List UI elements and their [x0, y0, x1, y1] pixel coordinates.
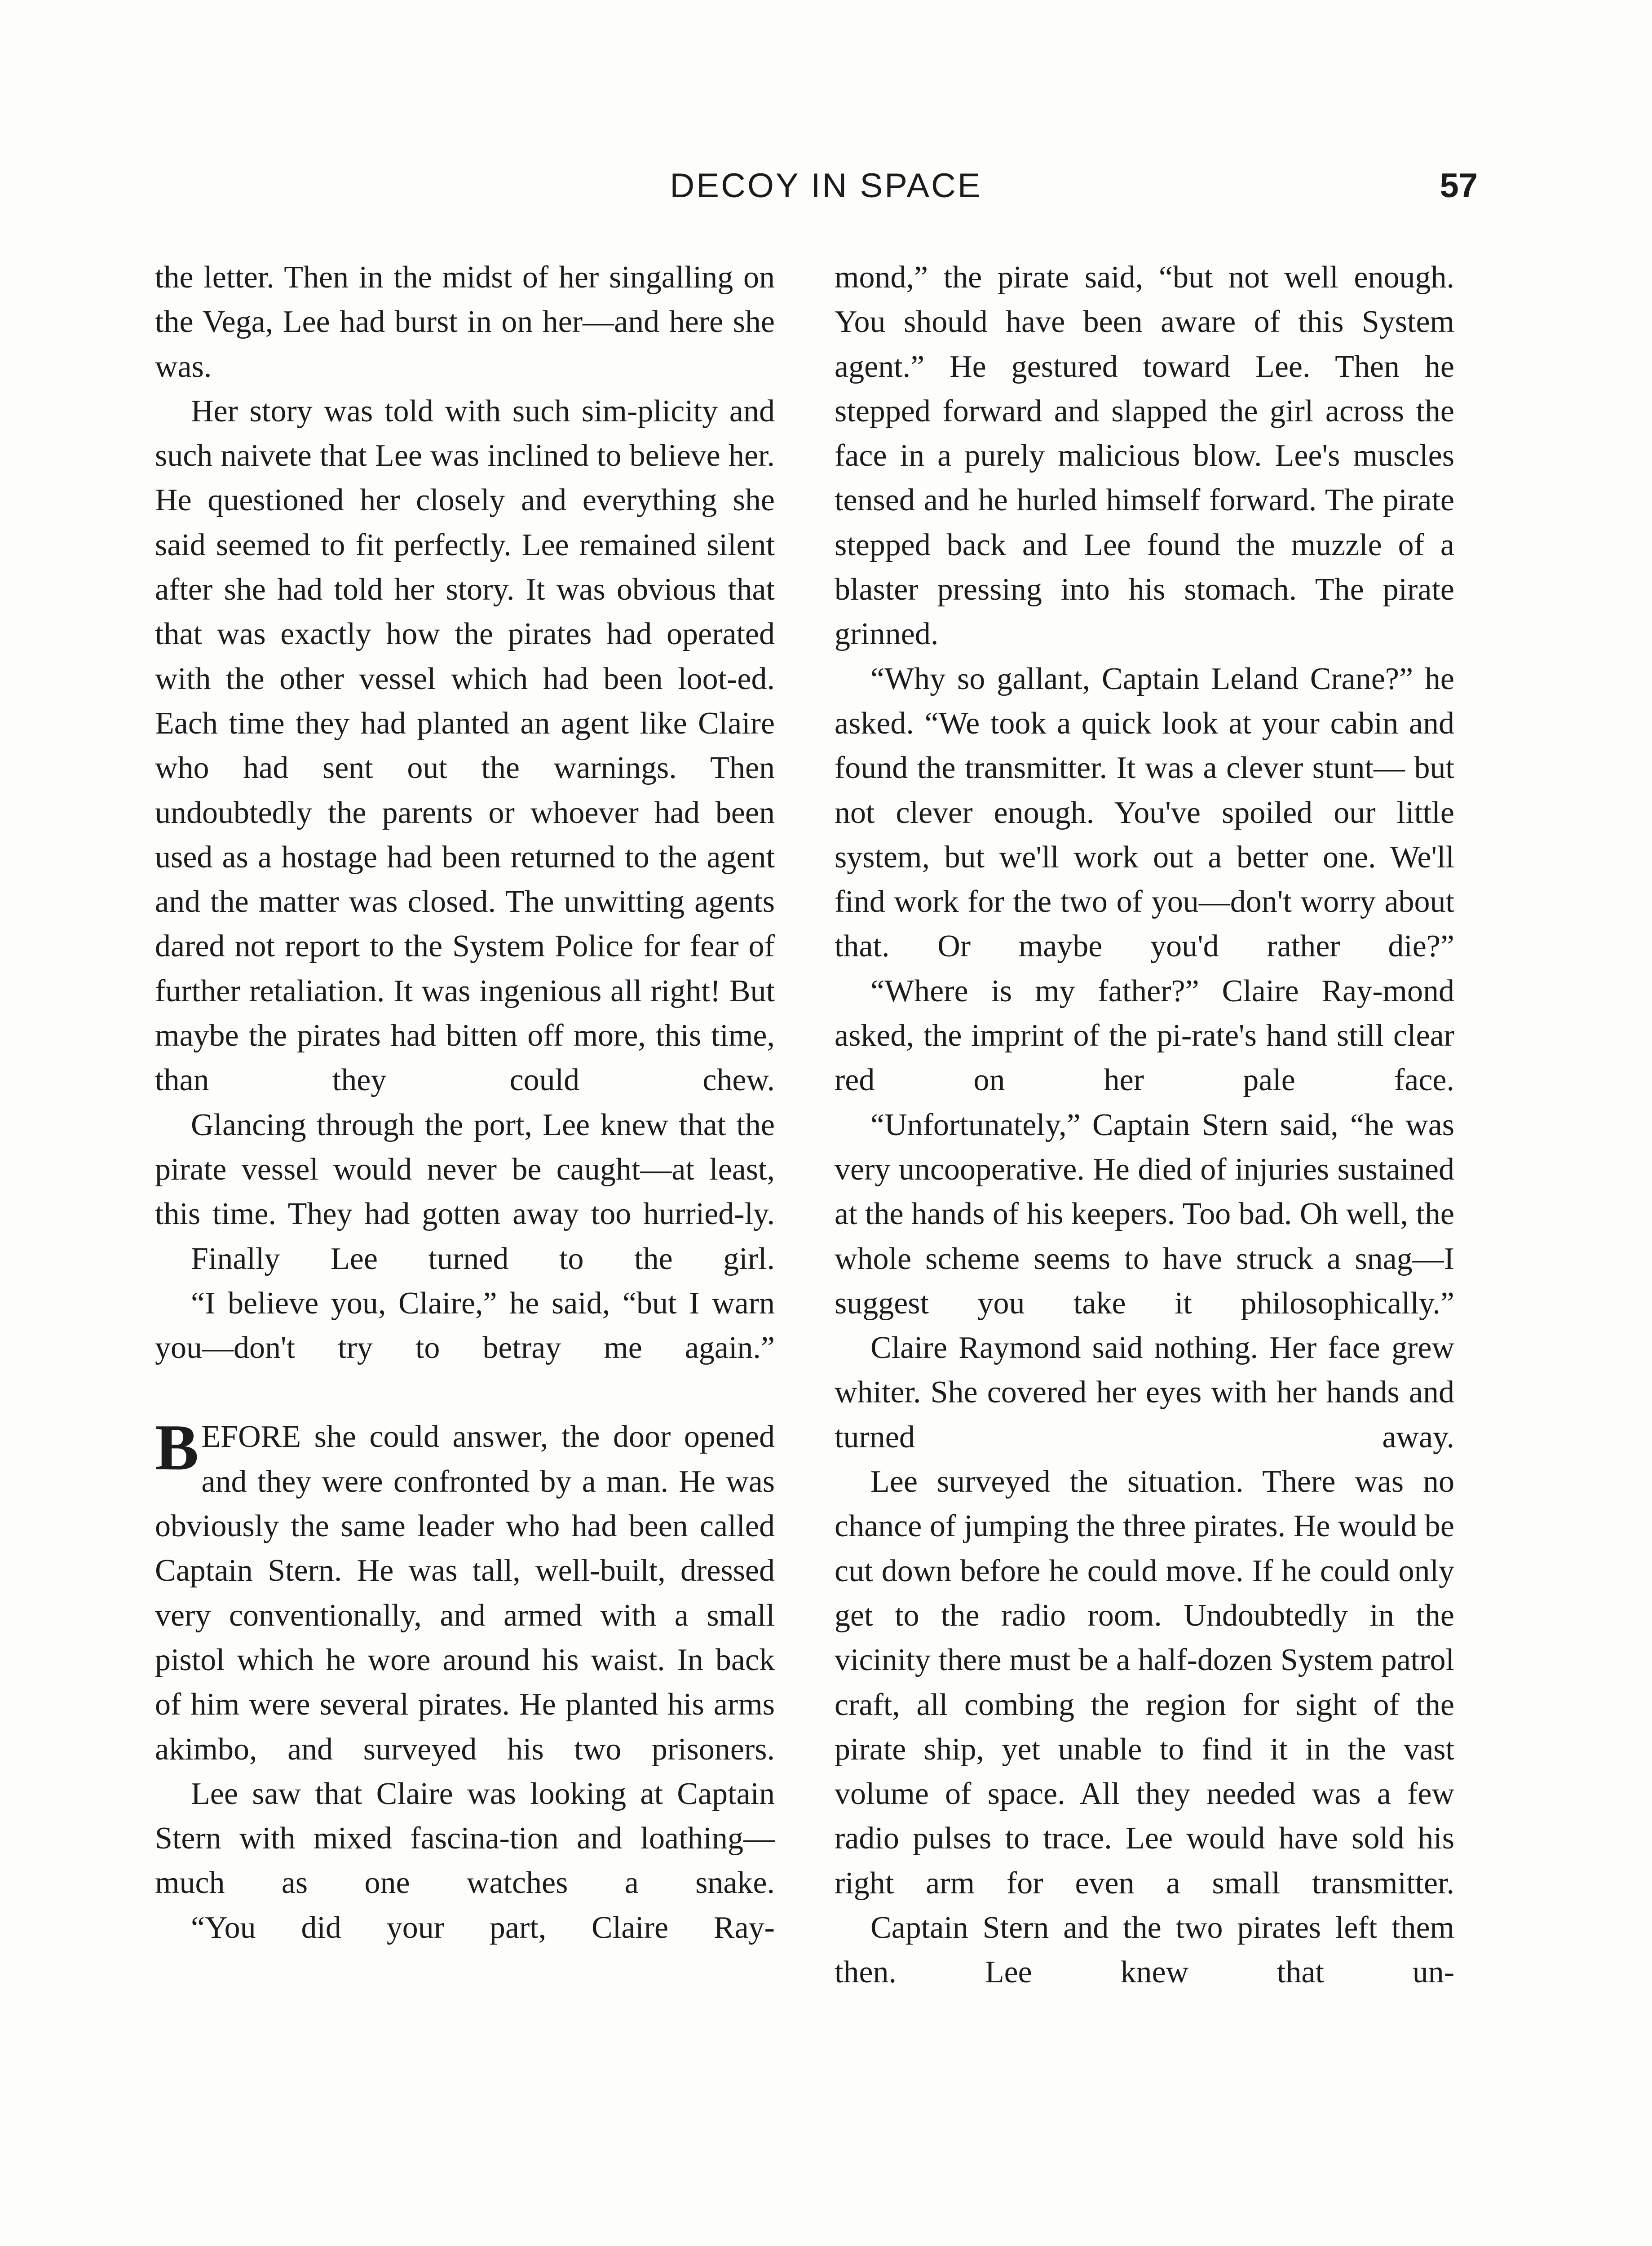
text-line: how the pirates had operated with [155, 617, 775, 696]
text-line: the whole scheme seems to have [835, 1197, 1454, 1276]
paragraph [835, 969, 1454, 1103]
text-line: philosophically.” [1241, 1286, 1454, 1321]
text-line: could chew. [509, 1063, 775, 1098]
text-line: the letter. Then in the midst of her [155, 260, 610, 295]
text-line: vicinity there must be a half-dozen [835, 1643, 1281, 1678]
text-line: sold his right arm for even a small [835, 1821, 1454, 1901]
text-line: tion and loathing—much as one [155, 1821, 775, 1901]
text-line: but not clever enough. You've spoiled [835, 751, 1454, 830]
text-line: They had gotten away too hurried- [287, 1197, 745, 1232]
text-line: seemed to fit perfectly. Lee remained [216, 527, 707, 562]
paragraph [835, 1459, 1454, 1906]
text-line: grinned. [835, 617, 939, 652]
text-line: Lee saw that Claire was looking at [191, 1776, 677, 1811]
text-line: a small pistol which he wore around [155, 1598, 775, 1677]
text-line: our little system, but we'll work out a [835, 795, 1454, 875]
text-line: plicity and such naivete that Lee was [155, 393, 775, 473]
text-line: the other vessel which had been loot- [226, 661, 738, 696]
text-line: mond asked, the imprint of the pi- [835, 973, 1454, 1053]
text-line: agent and the matter was closed. The [155, 840, 775, 920]
text-line: I warn you—don't try to betray me [155, 1286, 775, 1366]
text-line: better one. We'll find work for the [835, 840, 1454, 920]
text-line: in on her—and here she was. [155, 305, 775, 384]
text-line: Lee found the muzzle of a blaster [835, 527, 1454, 607]
text-line: Captain Stern with mixed fascina- [155, 1776, 775, 1856]
text-line: and slapped the girl across the face [835, 393, 1454, 473]
text-line: toward Lee. Then he stepped forward [835, 349, 1454, 429]
text-line: of this System agent.” He gestured [835, 305, 1454, 384]
text-line: bitten off more, this time, than they [155, 1018, 775, 1098]
text-line: “Why so gallant, Captain Leland [870, 661, 1310, 696]
text-line: pirates. He would be cut down before [835, 1509, 1454, 1588]
text-line: “Unfortunately,” Captain Stern [870, 1107, 1280, 1142]
text-line: left them then. Lee knew that un- [835, 1910, 1454, 1990]
text-line: region for sight of the pirate ship, yet [835, 1687, 1454, 1767]
text-line: silent after she had told her story. [155, 527, 775, 607]
text-line: died of injuries sustained at the hands [835, 1152, 1454, 1232]
text-line: Claire Raymond said nothing. Her [870, 1331, 1328, 1366]
text-line: Her story was told with such sim- [191, 393, 638, 429]
text-line: “I believe you, Claire,” he said, “but [191, 1286, 689, 1321]
paragraph [835, 255, 1454, 657]
text-line: muscles tensed and he hurled himself [835, 438, 1454, 518]
text-line: Finally Lee turned to the girl. [191, 1241, 775, 1276]
paragraph [155, 255, 775, 389]
text-line: he could move. If he could only get [835, 1553, 1454, 1633]
text-line: pirates. He planted his arms akimbo, [155, 1687, 775, 1767]
text-line: was no chance of jumping the three [835, 1464, 1454, 1544]
text-line: ly. [744, 1197, 775, 1232]
drop-cap-letter: B [155, 1411, 199, 1484]
page-number: 57 [1440, 167, 1478, 205]
text-line: ed. Each time they had planted an [155, 661, 775, 741]
text-line: singalling on the Vega, Lee had burst [155, 260, 775, 340]
text-line: unwitting agents dared not report [155, 884, 775, 964]
text-line: Lee surveyed the situation. There [870, 1464, 1355, 1499]
text-line: knew that the pirate vessel would [155, 1107, 775, 1187]
text-line: two of you—don't worry about that. [835, 884, 1455, 964]
text-line: rate's hand still clear red on her pale [835, 1018, 1454, 1098]
text-line: leader who had been called Captain [155, 1509, 775, 1588]
text-line: and surveyed his two prisoners. [287, 1732, 775, 1767]
text-line: of his keepers. Too bad. Oh well, [992, 1197, 1416, 1232]
paragraph [155, 1281, 775, 1371]
text-line: radio pulses to trace. Lee would have [835, 1821, 1352, 1856]
text-line: face. [1394, 1063, 1454, 1098]
text-line: Stern. He was tall, well-built, dressed [268, 1553, 775, 1588]
paragraph [155, 1103, 775, 1237]
text-line: the warnings. Then undoubtedly the [155, 751, 775, 830]
paragraph [835, 657, 1454, 969]
paragraph [155, 1772, 775, 1906]
paragraph [155, 389, 775, 1103]
text-line: never be caught—at least, this time. [155, 1152, 775, 1232]
text-line: enough. You should have been aware [835, 260, 1454, 340]
text-line: eyes with her hands and turned away. [835, 1375, 1454, 1455]
text-line: transmitter. It was a clever stunt— [965, 751, 1414, 786]
text-line: all right! But maybe the pirates had [155, 973, 775, 1053]
paragraph [155, 1906, 775, 1950]
text-line: his waist. In back of him were several [155, 1642, 775, 1722]
text-line: face grew whiter. She covered her [835, 1331, 1454, 1410]
paragraph [155, 1411, 775, 1771]
text-line: said, “he was very uncooperative. He [835, 1107, 1455, 1187]
left-text-column [155, 255, 775, 1950]
text-line: struck a snag—I suggest you take it [835, 1241, 1454, 1321]
text-line: pressing into his stomach. The pirate [937, 572, 1454, 607]
text-line: agent like Claire who had sent out [155, 706, 775, 786]
text-line: again.” [685, 1331, 775, 1366]
text-line: by a man. He was obviously the same [155, 1464, 775, 1544]
text-line: transmitter. [1312, 1866, 1454, 1901]
text-line: “Where is my father?” Claire Ray- [870, 973, 1383, 1008]
text-line: her closely and everything she said [155, 483, 775, 562]
text-line: look at your cabin and found the [835, 706, 1454, 786]
text-line: opened and they were confronted [201, 1419, 775, 1499]
text-line: Or maybe you'd rather die?” [937, 929, 1454, 964]
text-line: parents or whoever had been used as [155, 795, 775, 875]
text-line: to the System Police for fear of [370, 929, 775, 964]
text-line: It was obvious that that was exactly [155, 572, 775, 652]
text-line: Captain Stern and the two pirates [870, 1910, 1335, 1945]
text-line: further retaliation. It was ingenious [155, 973, 610, 1008]
running-head-title: DECOY IN SPACE [670, 167, 982, 205]
text-line: of space. All they needed was a few [945, 1777, 1455, 1812]
text-line: in a purely malicious blow. Lee's [900, 438, 1353, 473]
text-line: watches a snake. [466, 1866, 775, 1901]
text-line: very conventionally, and armed with [155, 1598, 675, 1633]
text-line: EFORE she could answer, the door [201, 1419, 684, 1455]
paragraph [835, 1906, 1454, 1995]
text-line: “You did your part, Claire Ray- [191, 1910, 775, 1945]
text-line: Crane?” he asked. “We took a quick [835, 661, 1454, 741]
paragraph [835, 1326, 1454, 1459]
text-line: System patrol craft, all combing the [835, 1643, 1454, 1722]
text-line: forward. The pirate stepped back and [835, 483, 1455, 562]
text-line: Glancing through the port, Lee [191, 1107, 601, 1142]
text-line: unable to find it in the vast volume [835, 1732, 1454, 1812]
right-text-column [835, 255, 1454, 1995]
text-line: inclined to believe her. He questioned [155, 438, 775, 518]
text-line: mond,” the pirate said, “but not well [835, 260, 1354, 295]
paragraph [155, 1237, 775, 1281]
text-line: a hostage had been returned to the [257, 840, 707, 875]
text-line: to the radio room. Undoubtedly in the [895, 1598, 1454, 1633]
paragraph [835, 1103, 1454, 1326]
